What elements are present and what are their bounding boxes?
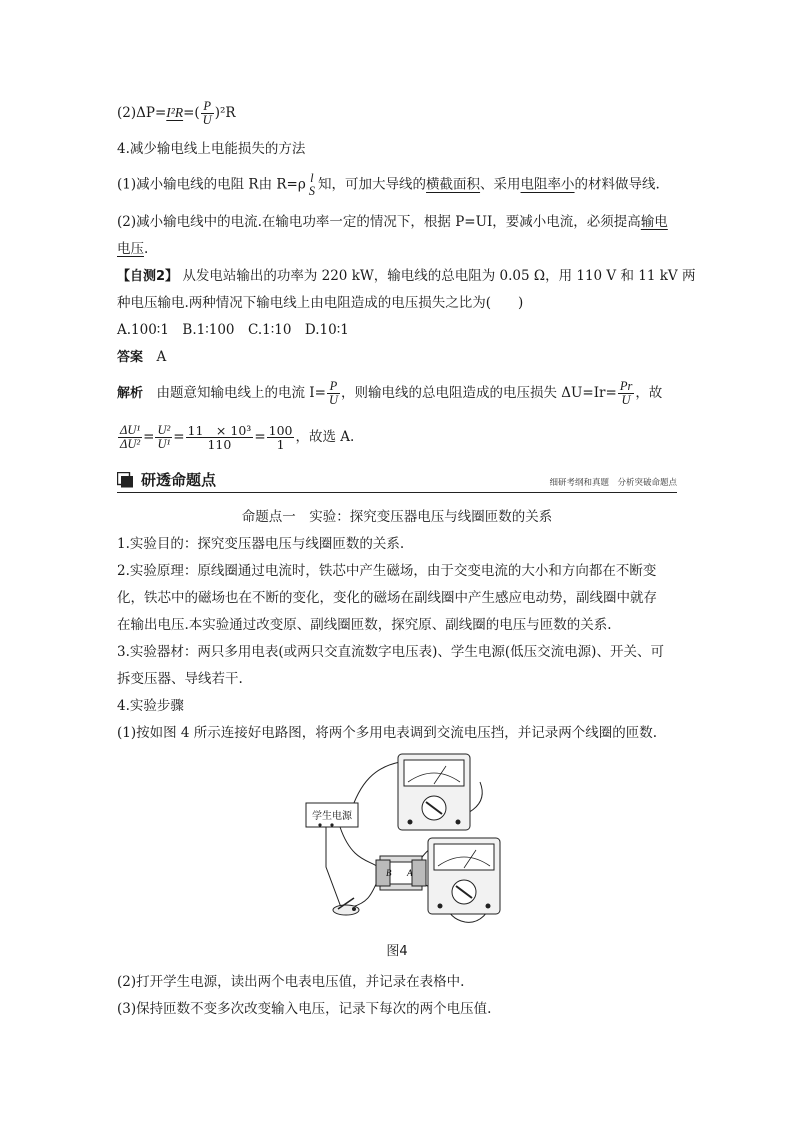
topic-heading: 命题点一 实验：探究变压器电压与线圈匝数的关系 bbox=[241, 509, 553, 525]
fraction-numeric bbox=[186, 424, 254, 451]
wire bbox=[326, 827, 342, 910]
text-span: ，故选 A. bbox=[295, 429, 355, 445]
analysis-tag: 解析 bbox=[117, 386, 144, 401]
wire bbox=[352, 880, 378, 907]
fraction-denominator: U bbox=[328, 393, 338, 407]
section-subtitle: 细研考纲和真题 分析突破命题点 bbox=[549, 478, 677, 488]
fraction-u-ratio bbox=[155, 424, 172, 451]
paragraph-reduce-resistance bbox=[117, 172, 660, 198]
text-span: 的材料做导线. bbox=[574, 176, 660, 193]
fraction-delta-u-ratio bbox=[118, 424, 142, 451]
paragraph-step-3: (3)保持匝数不变多次改变输入电压，记录下每次的两个电压值. bbox=[117, 1001, 492, 1017]
analysis-line bbox=[117, 380, 662, 407]
transformer-icon bbox=[376, 856, 426, 890]
text-span: ，故 bbox=[635, 385, 663, 401]
text-span: 、采用 bbox=[480, 176, 521, 193]
fraction-denominator: S bbox=[308, 184, 316, 198]
text-span: ，则输电线的总电阻造成的电压损失 ΔU=Ir= bbox=[340, 385, 617, 401]
circuit-figure bbox=[290, 752, 520, 932]
answer-underlined: 横截面积 bbox=[426, 176, 481, 193]
section-square-icon bbox=[117, 472, 134, 488]
fraction-numerator: P bbox=[201, 100, 214, 114]
text-span: (2)减小输电线中的电流.在输电功率一定的情况下，根据 P=UI，要减小电流，必须提高 bbox=[117, 214, 641, 230]
section-title: 研透命题点 bbox=[141, 471, 217, 489]
answer-underlined: 电压 bbox=[117, 241, 144, 257]
formula-underlined: I²R bbox=[166, 105, 184, 120]
paragraph-reduce-current bbox=[117, 212, 668, 232]
self-test-question-cont: 种电压输电.两种情况下输电线上由电阻造成的电压损失之比为( ) bbox=[117, 295, 524, 311]
answer-underlined: 输电 bbox=[640, 214, 668, 230]
paragraph-equipment: 3.实验器材：两只多用电表(或两只交直流数字电压表)、学生电源(低压交流电源)、开关、可 bbox=[117, 644, 664, 660]
paragraph-purpose: 1.实验目的：探究变压器电压与线圈匝数的关系. bbox=[117, 536, 405, 552]
wire bbox=[340, 827, 378, 867]
fraction-denominator: U¹ bbox=[157, 437, 171, 451]
paragraph-reduce-current-cont bbox=[117, 239, 148, 259]
answer-line bbox=[117, 347, 166, 368]
fraction-p-over-u bbox=[327, 380, 340, 407]
answer-options: A.100∶1 B.1∶100 C.1∶10 D.10∶1 bbox=[117, 322, 349, 338]
analysis-ratio-line: $\frac{\text{ΔU¹}}{\text{ΔU²}}$ = $\frac{\text{U²}}{\text{U¹}}$ = $\frac{\text{11 × 10³}}{110}$ = $\frac{100}{1}$ ，故选 A. bbox=[120, 423, 355, 452]
paragraph-principle-cont: 在输出电压.本实验通过改变原、副线圈匝数，探究原、副线圈的电压与匝数的关系. bbox=[117, 617, 612, 633]
heading-reduce-loss: 4.减少输电线上电能损失的方法 bbox=[117, 141, 306, 157]
fraction-denominator: 1 bbox=[276, 437, 285, 452]
fraction-numerator: P bbox=[327, 380, 340, 394]
text-span: (1)减小输电线的电阻 R由 R=ρ bbox=[117, 176, 306, 193]
paragraph-principle: 2.实验原理：原线圈通过电流时，铁芯中产生磁场，由于交变电流的大小和方向都在不断变 bbox=[117, 563, 657, 579]
fraction-pr-over-u bbox=[618, 380, 635, 407]
answer-underlined: 电阻率小 bbox=[520, 176, 575, 193]
self-test-question bbox=[117, 266, 695, 287]
formula-text: =( bbox=[183, 105, 200, 121]
fraction-numerator: 100 bbox=[268, 423, 293, 438]
paragraph-steps-heading: 4.实验步骤 bbox=[117, 698, 184, 714]
fraction-denominator: U bbox=[202, 113, 212, 127]
fraction-p-over-u bbox=[201, 100, 214, 127]
formula-text: (2)ΔP= bbox=[117, 105, 167, 121]
multimeter-icon bbox=[398, 754, 470, 830]
formula-text: )²R bbox=[214, 105, 236, 121]
multimeter-icon bbox=[428, 838, 500, 914]
figure-caption: 图4 bbox=[386, 944, 408, 959]
coil-b-label: A bbox=[407, 868, 413, 878]
question-text: 从发电站输出的功率为 220 kW，输电线的总电阻为 0.05 Ω，用 110 V 和 11 kV 两 bbox=[178, 268, 696, 284]
section-header bbox=[117, 470, 677, 493]
formula-power-loss bbox=[117, 100, 236, 127]
paragraph-step-2: (2)打开学生电源，读出两个电表电压值，并记录在表格中. bbox=[117, 974, 465, 990]
self-test-tag: 【自测2】 bbox=[117, 269, 179, 284]
fraction-numerator: 11 × 10³ bbox=[187, 423, 252, 438]
fraction-numerator: Pr bbox=[619, 379, 633, 393]
coil-a-label: B bbox=[386, 868, 392, 878]
paragraph-equipment-cont: 拆变压器、导线若干. bbox=[117, 671, 243, 687]
fraction-numerator: U² bbox=[157, 423, 171, 437]
switch-icon bbox=[333, 898, 359, 915]
text-span: 由题意知输电线上的电流 I= bbox=[143, 385, 326, 401]
paragraph-principle-cont: 化，铁芯中的磁场也在不断的变化，变化的磁场在副线圈中产生感应电动势，副线圈中就存 bbox=[117, 590, 657, 606]
fraction-numerator: l bbox=[310, 171, 314, 185]
fraction-result bbox=[267, 424, 295, 451]
answer-tag: 答案 bbox=[117, 350, 144, 365]
text-span: . bbox=[144, 241, 149, 257]
text-span: 知，可加大导线的 bbox=[318, 176, 427, 193]
fraction-l-over-s bbox=[307, 172, 317, 198]
paragraph-step-1: (1)按如图 4 所示连接好电路图，将两个多用电表调到交流电压挡，并记录两个线圈的匝数. bbox=[117, 725, 658, 741]
fraction-denominator: ΔU² bbox=[120, 437, 141, 451]
fraction-denominator: 110 bbox=[207, 437, 232, 452]
power-supply-label: 学生电源 bbox=[312, 811, 352, 822]
fraction-numerator: ΔU¹ bbox=[120, 423, 141, 437]
fraction-denominator: U bbox=[621, 393, 631, 407]
answer-value: A bbox=[143, 349, 167, 365]
